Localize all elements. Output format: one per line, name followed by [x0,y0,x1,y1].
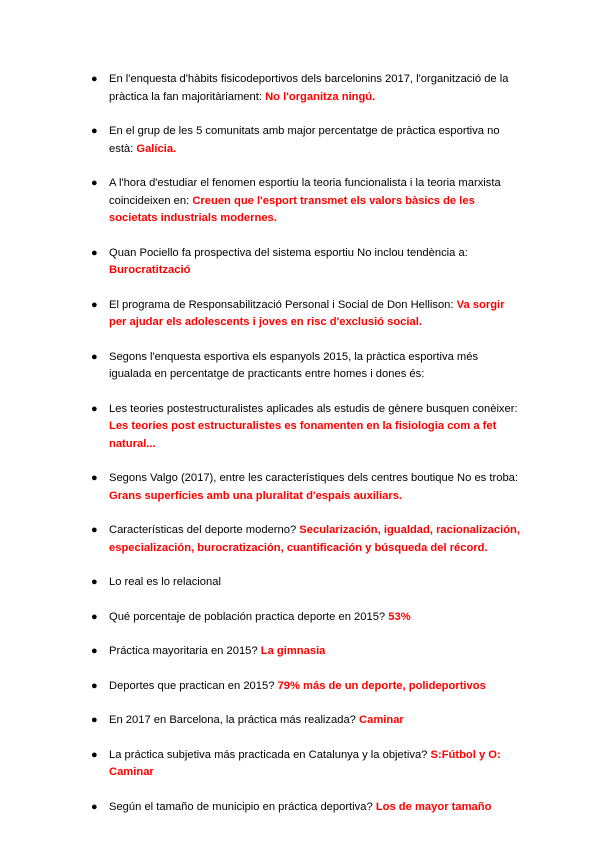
question-text: Según el tamaño de municipio en práctica deportiva? [109,800,373,813]
question-text: Deportes que practican en 2015? [109,679,275,692]
question-text: La práctica subjetiva más practicada en Catalunya y la objetiva? [109,748,428,761]
list-item [91,175,521,228]
question-text: A l'hora d'estudiar el fenomen esportiu la teoria funcionalista i la teoria marxista coincideixen en: [109,177,501,207]
bullet-icon: ● [91,402,98,415]
list-item [91,799,521,817]
bullet-icon: ● [91,714,98,726]
question-text: El programa de Responsabilització Personal i Social de Don Hellison: [109,298,454,311]
bullet-icon: ● [91,350,98,363]
list-item [91,245,521,280]
answer-text: La gimnasia [260,645,326,657]
bullet-icon: ● [91,125,98,137]
list-item [91,609,521,627]
bullet-icon: ● [91,298,98,311]
list-item [91,71,521,106]
bullet-icon: ● [91,246,98,259]
answer-text: No l'organitza ningú. [265,90,376,103]
question-text: Práctica mayoritaria en 2015? [109,645,258,657]
answer-text: Creuen que l'esport transmet els valors bàsics de les societats industrials modernes. [109,194,475,224]
bullet-icon: ● [91,800,98,813]
answer-text: Grans superfícies amb una pluralitat d'espais auxiliars. [109,489,403,502]
list-item [91,123,521,158]
bullet-icon: ● [91,73,98,85]
question-text: En l'enquesta d'hàbits fisicodeportivos dels barcelonins 2017, l'organització de la pràctica la fan majoritàriament: [109,73,509,103]
bullet-icon: ● [91,177,98,189]
answer-text: Burocratització [109,264,191,276]
bullet-icon: ● [91,576,98,588]
answer-text: 53% [388,610,411,623]
answer-text: 79% más de un deporte, polideportivos [277,679,486,692]
list-item [91,712,521,730]
bullet-icon: ● [91,748,98,761]
list-item [91,349,521,384]
question-text: Quan Pociello fa prospectiva del sistema esportiu No inclou tendència a: [109,246,468,259]
question-text: En 2017 en Barcelona, la práctica más realizada? [109,714,356,726]
answer-text: S:Fútbol y O: Caminar [109,748,501,778]
list-item [91,522,521,557]
question-text: Características del deporte moderno? [109,524,297,536]
question-text: Qué porcentaje de población practica deporte en 2015? [109,610,386,623]
bullet-icon: ● [91,524,98,536]
list-item [91,747,521,782]
question-text: En el grup de les 5 comunitats amb major percentatge de pràctica esportiva no està: [109,125,500,155]
answer-text: Va sorgir per ajudar els adolescents i joves en risc d'exclusió social. [109,298,505,328]
answer-text: Les teories post estructuralistes es fonamenten en la fisiologia com a fet natural... [109,420,497,450]
list-item [91,297,521,332]
list-item [91,401,521,454]
answer-text: Secularización, igualdad, racionalización, especialización, burocratización, cuantificación y búsqueda del récord. [109,524,521,554]
question-text: Les teories postestructuralistes aplicades als estudis de gènere busquen conèixer: [109,402,518,415]
answer-text: Galícia. [136,142,177,155]
answer-text: Los de mayor tamaño [375,800,492,813]
list-item [91,678,521,696]
question-list [0,71,521,816]
list-item [91,574,521,592]
question-text: Segons Valgo (2017), entre les característiques dels centres boutique No es troba: [109,472,518,484]
answer-text: Caminar [359,714,404,726]
question-text: Lo real es lo relacional [109,576,221,588]
bullet-icon: ● [91,610,98,623]
bullet-icon: ● [91,679,98,692]
question-text: Segons l'enquesta esportiva els espanyols 2015, la pràctica esportiva més igualada en percentatge de practicants entre homes i dones és: [109,350,479,380]
bullet-icon: ● [91,472,98,484]
list-item [91,643,521,661]
list-item [91,470,521,505]
bullet-icon: ● [91,645,98,657]
